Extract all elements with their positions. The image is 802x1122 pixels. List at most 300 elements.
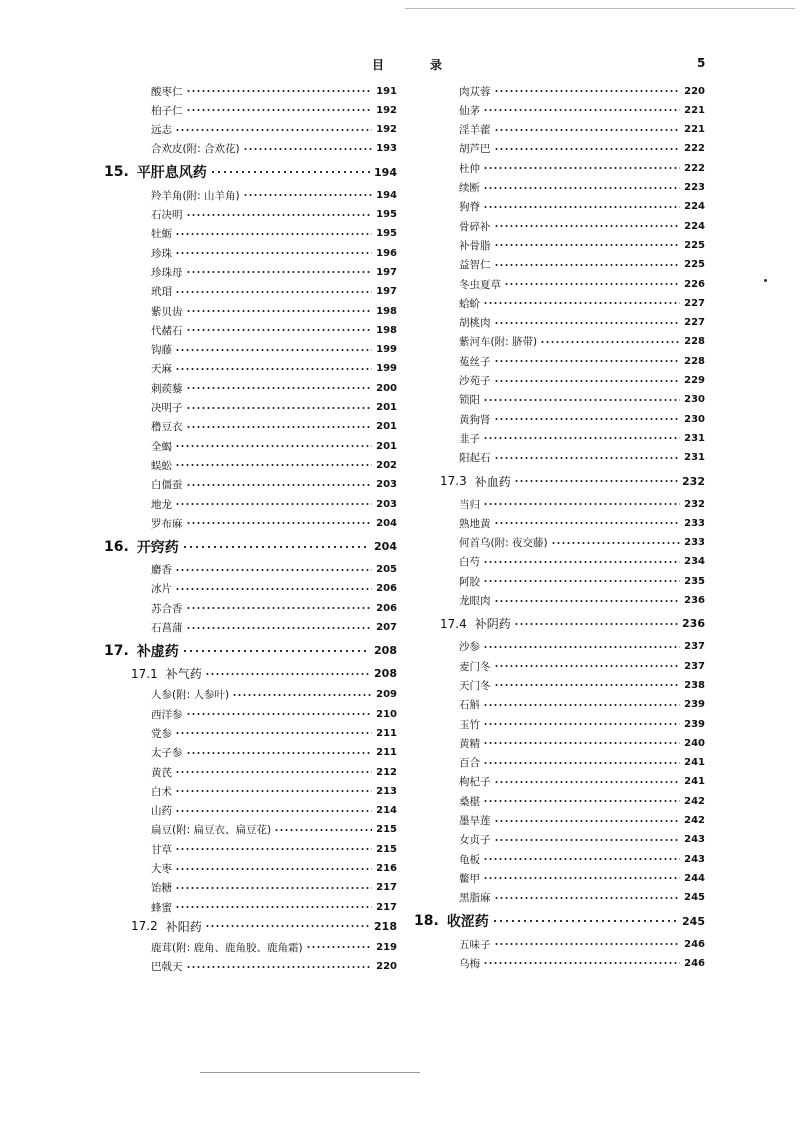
- toc-entry: [459, 534, 705, 552]
- dot-leader: [494, 836, 681, 844]
- toc-entry-name: 决明子: [151, 402, 183, 414]
- toc-entry-page: 237: [684, 660, 705, 672]
- toc-entry: [459, 449, 705, 467]
- dot-leader: [175, 461, 372, 469]
- toc-section-heading: [104, 642, 397, 660]
- toc-entry-page: 236: [684, 595, 705, 606]
- dot-leader: [175, 845, 372, 853]
- toc-entry-page: 229: [684, 375, 705, 386]
- dot-leader: [175, 566, 372, 574]
- toc-entry-page: 199: [376, 344, 397, 356]
- toc-entry-name: 西洋参: [151, 708, 183, 721]
- dot-leader: [175, 884, 372, 892]
- toc-entry-name: 黄芪: [151, 766, 172, 779]
- dot-leader: [186, 404, 373, 412]
- toc-entry-name: 熟地黄: [459, 517, 491, 530]
- toc-entry-page: 194: [376, 189, 397, 201]
- toc-entry: [151, 686, 397, 704]
- toc-entry-page: 234: [684, 556, 705, 568]
- toc-entry-page: 211: [376, 727, 397, 739]
- toc-entry: [459, 514, 705, 532]
- toc-entry: [459, 676, 705, 694]
- toc-entry-page: 227: [684, 297, 705, 309]
- dot-leader: [483, 643, 680, 651]
- toc-entry: [151, 206, 397, 224]
- dot-leader: [182, 647, 370, 655]
- toc-entry: [459, 592, 705, 610]
- toc-entry: [459, 256, 705, 274]
- dot-leader: [175, 126, 372, 134]
- toc-entry-name: 扁豆(附: 扁豆衣、扁豆花): [151, 824, 272, 837]
- toc-entry-name: 麦门冬: [459, 660, 491, 673]
- toc-entry: [459, 179, 705, 197]
- toc-entry-page: 223: [684, 182, 705, 193]
- toc-entry-name: 黄精: [459, 737, 480, 750]
- toc-entry-page: 236: [682, 617, 705, 631]
- scan-speck: [764, 279, 767, 282]
- dot-leader: [483, 106, 680, 114]
- toc-entry-name: 乌梅: [459, 957, 480, 970]
- toc-entry-number: 17.: [104, 642, 129, 659]
- toc-entry: [151, 101, 397, 119]
- dot-leader: [492, 917, 678, 925]
- toc-entry-name: 蛤蚧: [459, 297, 480, 310]
- toc-entry: [151, 898, 397, 916]
- toc-entry-page: 203: [376, 479, 397, 491]
- toc-entry-name: 石决明: [151, 209, 183, 221]
- toc-entry-page: 215: [376, 824, 397, 836]
- dot-leader: [175, 249, 372, 257]
- toc-entry-page: 245: [682, 914, 705, 928]
- scan-edge-line-bottom: [200, 1072, 420, 1073]
- dot-leader: [494, 454, 681, 462]
- dot-leader: [175, 585, 372, 593]
- toc-entry-page: 200: [376, 382, 397, 394]
- toc-entry-page: 231: [684, 432, 705, 444]
- toc-entry-name: 甘草: [151, 843, 172, 856]
- dot-leader: [494, 940, 681, 948]
- toc-entry-page: 230: [684, 413, 705, 425]
- dot-leader: [483, 558, 680, 566]
- dot-leader: [483, 184, 680, 192]
- toc-entry: [151, 302, 397, 320]
- toc-entry-name: 补阴药: [474, 617, 511, 632]
- dot-leader: [551, 539, 681, 547]
- toc-entry-page: 216: [376, 863, 397, 874]
- toc-entry-page: 204: [374, 540, 397, 554]
- toc-entry-name: 益智仁: [459, 259, 491, 272]
- toc-entry-page: 195: [376, 228, 397, 240]
- dot-leader: [483, 959, 680, 967]
- toc-entry-name: 沙苑子: [459, 375, 491, 387]
- dot-leader: [175, 865, 372, 873]
- toc-entry: [151, 599, 397, 617]
- dot-leader: [483, 203, 680, 211]
- toc-entry: [459, 715, 705, 733]
- toc-entry-page: 232: [682, 474, 705, 488]
- toc-entry: [459, 314, 705, 332]
- toc-entry: [459, 198, 705, 216]
- toc-entry-page: 191: [376, 85, 397, 97]
- toc-entry: [151, 514, 397, 532]
- toc-entry: [459, 850, 705, 868]
- toc-entry-name: 阳起石: [459, 452, 491, 465]
- dot-leader: [175, 346, 372, 354]
- toc-entry: [151, 360, 397, 378]
- toc-entry: [151, 321, 397, 339]
- toc-entry-name: 鹿茸(附: 鹿角、鹿角胶、鹿角霜): [151, 941, 303, 954]
- toc-entry: [151, 341, 397, 359]
- toc-entry-name: 蜂蜜: [151, 901, 172, 914]
- dot-leader: [540, 338, 680, 346]
- dot-leader: [175, 729, 372, 737]
- toc-entry: [459, 792, 705, 810]
- toc-entry-number: 17.2: [131, 919, 158, 934]
- toc-entry-name: 淫羊藿: [459, 124, 491, 137]
- toc-entry: [151, 476, 397, 494]
- dot-leader: [205, 922, 370, 930]
- toc-entry: [151, 186, 397, 204]
- toc-entry: [459, 572, 705, 590]
- toc-entry-page: 221: [684, 104, 705, 116]
- toc-entry-name: 白僵蚕: [151, 479, 183, 492]
- toc-entry-page: 240: [684, 737, 705, 749]
- toc-section-heading: [104, 163, 397, 181]
- dot-leader: [205, 670, 370, 678]
- toc-entry-page: 219: [376, 941, 397, 953]
- toc-entry: [151, 958, 397, 976]
- toc-entry-page: 201: [376, 402, 397, 413]
- toc-entry-page: 224: [684, 201, 705, 213]
- dot-leader: [483, 759, 680, 767]
- toc-entry-page: 241: [684, 757, 705, 769]
- toc-entry-page: 218: [374, 919, 397, 933]
- toc-entry-name: 天麻: [151, 363, 172, 376]
- dot-leader: [210, 168, 370, 176]
- toc-entry-page: 212: [376, 766, 397, 778]
- dot-leader: [483, 739, 680, 747]
- toc-entry-page: 197: [376, 266, 397, 278]
- toc-entry-name: 开窍药: [136, 539, 179, 556]
- toc-entry-name: 阿胶: [459, 575, 480, 588]
- toc-subsection-heading: [440, 472, 705, 490]
- toc-entry-number: 15.: [104, 164, 129, 181]
- toc-entry: [151, 705, 397, 723]
- toc-entry-name: 玉竹: [459, 718, 480, 731]
- dot-leader: [186, 87, 373, 95]
- dot-leader: [175, 500, 372, 508]
- toc-entry: [151, 821, 397, 839]
- toc-entry-name: 大枣: [151, 863, 172, 875]
- toc-entry: [151, 283, 397, 301]
- toc-entry-page: 232: [684, 498, 705, 510]
- toc-entry: [459, 495, 705, 513]
- toc-entry-page: 225: [684, 259, 705, 271]
- dot-leader: [175, 365, 372, 373]
- toc-entry-name: 珍珠: [151, 247, 172, 260]
- toc-entry-name: 酸枣仁: [151, 85, 183, 98]
- toc-entry-name: 补阳药: [165, 919, 202, 934]
- toc-entry: [459, 869, 705, 887]
- dot-leader: [494, 261, 681, 269]
- toc-entry-number: 17.1: [131, 666, 158, 681]
- toc-entry: [459, 657, 705, 675]
- toc-entry: [459, 391, 705, 409]
- toc-entry: [459, 217, 705, 235]
- toc-entry-name: 龙眼肉: [459, 595, 491, 607]
- toc-entry-page: 221: [684, 124, 705, 136]
- dot-leader: [175, 807, 372, 815]
- toc-entry-name: 穞豆衣: [151, 421, 183, 434]
- dot-leader: [175, 787, 372, 795]
- dot-leader: [494, 597, 681, 605]
- toc-entry-page: 202: [376, 459, 397, 471]
- dot-leader: [514, 620, 678, 628]
- toc-entry-name: 合欢皮(附: 合欢花): [151, 143, 240, 156]
- toc-entry-name: 石斛: [459, 699, 480, 712]
- toc-entry-name: 太子参: [151, 747, 183, 760]
- toc-entry: [151, 244, 397, 262]
- toc-subsection-heading: [131, 917, 397, 935]
- dot-leader: [483, 701, 680, 709]
- toc-entry: [151, 225, 397, 243]
- toc-entry-page: 208: [374, 644, 397, 658]
- toc-entry-page: 211: [376, 747, 397, 759]
- toc-entry-page: 213: [376, 785, 397, 797]
- dot-leader: [186, 604, 373, 612]
- dot-leader: [514, 477, 678, 485]
- toc-entry-page: 193: [376, 143, 397, 155]
- toc-entry-name: 远志: [151, 124, 172, 137]
- toc-subsection-heading: [440, 615, 705, 633]
- dot-leader: [494, 222, 681, 230]
- toc-entry-name: 麝香: [151, 564, 172, 577]
- toc-entry-name: 珍珠母: [151, 266, 183, 279]
- toc-entry-page: 192: [376, 104, 397, 116]
- toc-entry: [151, 879, 397, 897]
- toc-entry-page: 217: [376, 882, 397, 894]
- toc-entry: [151, 379, 397, 397]
- toc-entry: [151, 938, 397, 956]
- toc-entry-page: 220: [684, 85, 705, 97]
- toc-entry: [459, 889, 705, 907]
- toc-entry-page: 215: [376, 843, 397, 855]
- toc-entry-name: 全蝎: [151, 440, 172, 453]
- toc-entry-page: 209: [376, 689, 397, 701]
- toc-entry: [151, 399, 397, 417]
- page-number: 5: [697, 56, 706, 70]
- toc-entry-name: 天门冬: [459, 679, 491, 692]
- toc-entry-page: 243: [684, 853, 705, 865]
- dot-leader: [494, 894, 681, 902]
- toc-entry: [459, 352, 705, 370]
- dot-leader: [494, 778, 681, 786]
- dot-leader: [186, 481, 373, 489]
- toc-entry-page: 246: [684, 938, 705, 950]
- toc-entry-name: 五味子: [459, 938, 491, 951]
- dot-leader: [186, 326, 373, 334]
- toc-entry-name: 锁阳: [459, 394, 480, 407]
- toc-entry-name: 肉苁蓉: [459, 85, 491, 98]
- toc-entry-name: 党参: [151, 727, 172, 740]
- toc-entry: [459, 82, 705, 100]
- toc-entry-page: 246: [684, 957, 705, 969]
- toc-entry-name: 补血药: [474, 474, 511, 489]
- toc-entry-page: 208: [374, 667, 397, 681]
- toc-entry-page: 205: [376, 564, 397, 576]
- dot-leader: [243, 191, 373, 199]
- toc-entry: [459, 553, 705, 571]
- toc-entry-page: 242: [684, 795, 705, 807]
- dot-leader: [494, 519, 681, 527]
- toc-entry-name: 紫贝齿: [151, 305, 183, 318]
- toc-entry-name: 桑椹: [459, 795, 480, 808]
- toc-entry-name: 冬虫夏草: [459, 278, 501, 291]
- dot-leader: [483, 299, 680, 307]
- dot-leader: [186, 624, 373, 632]
- toc-entry: [151, 860, 397, 878]
- toc-entry: [459, 121, 705, 139]
- toc-entry-name: 白芍: [459, 556, 480, 569]
- toc-entry: [151, 140, 397, 158]
- toc-entry: [459, 954, 705, 972]
- toc-entry-page: 207: [376, 622, 397, 633]
- toc-entry-page: 230: [684, 394, 705, 406]
- dot-leader: [186, 710, 373, 718]
- toc-entry: [459, 754, 705, 772]
- toc-entry-page: 197: [376, 286, 397, 298]
- toc-entry-page: 198: [376, 305, 397, 317]
- toc-entry-page: 195: [376, 209, 397, 220]
- dot-leader: [494, 377, 681, 385]
- dot-leader: [186, 963, 373, 971]
- toc-entry-name: 续断: [459, 182, 480, 194]
- toc-entry-name: 柏子仁: [151, 104, 183, 117]
- toc-entry-page: 203: [376, 498, 397, 510]
- toc-entry-name: 代赭石: [151, 324, 183, 337]
- toc-entry-number: 17.4: [440, 616, 467, 631]
- toc-entry-page: 241: [684, 776, 705, 788]
- toc-entry-name: 杜仲: [459, 162, 480, 175]
- toc-entry-name: 补虚药: [136, 643, 179, 660]
- dot-leader: [186, 384, 373, 392]
- dot-leader: [306, 943, 373, 951]
- toc-entry-name: 补气药: [165, 667, 202, 682]
- dot-leader: [483, 874, 680, 882]
- dot-leader: [186, 106, 373, 114]
- dot-leader: [186, 423, 373, 431]
- toc-entry: [459, 773, 705, 791]
- toc-entry-number: 18.: [414, 913, 439, 929]
- dot-leader: [494, 87, 681, 95]
- toc-entry-page: 192: [376, 124, 397, 136]
- toc-entry-page: 238: [684, 679, 705, 691]
- toc-entry: [151, 263, 397, 281]
- toc-entry-name: 饴糖: [151, 882, 172, 895]
- toc-entry-name: 罗布麻: [151, 517, 183, 530]
- dot-leader: [186, 211, 373, 219]
- toc-entry-name: 何首乌(附: 夜交藤): [459, 537, 548, 550]
- toc-entry: [151, 763, 397, 781]
- dot-leader: [483, 164, 680, 172]
- toc-entry-name: 玳瑁: [151, 286, 172, 299]
- toc-entry-name: 羚羊角(附: 山羊角): [151, 189, 240, 202]
- dot-leader: [483, 577, 680, 585]
- toc-entry-name: 胡芦巴: [459, 143, 491, 156]
- toc-entry-page: 237: [684, 641, 705, 653]
- toc-entry-page: 225: [684, 239, 705, 251]
- toc-entry-name: 山药: [151, 805, 172, 818]
- toc-entry-name: 骨碎补: [459, 220, 491, 233]
- toc-section-heading: [414, 912, 705, 930]
- toc-entry-name: 紫河车(附: 脐带): [459, 336, 538, 349]
- toc-entry-page: 217: [376, 901, 397, 913]
- toc-entry-name: 巴戟天: [151, 961, 183, 974]
- toc-entry-page: 228: [684, 336, 705, 348]
- toc-entry-page: 198: [376, 324, 397, 336]
- dot-leader: [483, 855, 680, 863]
- dot-leader: [186, 749, 373, 757]
- toc-entry-name: 地龙: [151, 498, 172, 511]
- toc-entry-name: 狗脊: [459, 201, 480, 214]
- toc-entry-name: 菟丝子: [459, 355, 491, 368]
- toc-entry-page: 196: [376, 247, 397, 259]
- dot-leader: [175, 768, 372, 776]
- toc-entry: [151, 580, 397, 598]
- dot-leader: [494, 241, 681, 249]
- toc-entry-page: 233: [684, 537, 705, 549]
- toc-entry: [459, 101, 705, 119]
- toc-entry: [459, 638, 705, 656]
- dot-leader: [494, 357, 681, 365]
- toc-entry-page: 206: [376, 602, 397, 614]
- toc-entry: [459, 935, 705, 953]
- toc-entry-name: 当归: [459, 498, 480, 511]
- toc-entry: [459, 140, 705, 158]
- toc-entry-page: 222: [684, 162, 705, 174]
- dot-leader: [175, 442, 372, 450]
- header-title-left: 目: [372, 58, 385, 72]
- toc-entry-page: 227: [684, 317, 705, 329]
- dot-leader: [175, 288, 372, 296]
- toc-entry: [151, 437, 397, 455]
- dot-leader: [494, 319, 681, 327]
- scan-edge-line: [405, 8, 795, 9]
- toc-entry-name: 百合: [459, 757, 480, 770]
- toc-entry-name: 补骨脂: [459, 239, 491, 252]
- toc-entry-page: 201: [376, 440, 397, 452]
- dot-leader: [494, 662, 681, 670]
- toc-entry: [151, 802, 397, 820]
- toc-entry-page: 214: [376, 805, 397, 817]
- toc-entry-page: 210: [376, 708, 397, 720]
- dot-leader: [494, 817, 681, 825]
- dot-leader: [483, 720, 680, 728]
- toc-entry-name: 牡蛎: [151, 228, 172, 241]
- toc-entry-name: 沙参: [459, 641, 480, 654]
- toc-entry-page: 239: [684, 718, 705, 730]
- toc-entry: [459, 429, 705, 447]
- toc-entry-page: 224: [684, 220, 705, 232]
- dot-leader: [175, 230, 372, 238]
- dot-leader: [494, 145, 681, 153]
- toc-section-heading: [104, 538, 397, 556]
- toc-entry-page: 199: [376, 363, 397, 375]
- toc-entry: [459, 159, 705, 177]
- toc-entry: [459, 236, 705, 254]
- dot-leader: [186, 268, 373, 276]
- toc-entry: [459, 372, 705, 390]
